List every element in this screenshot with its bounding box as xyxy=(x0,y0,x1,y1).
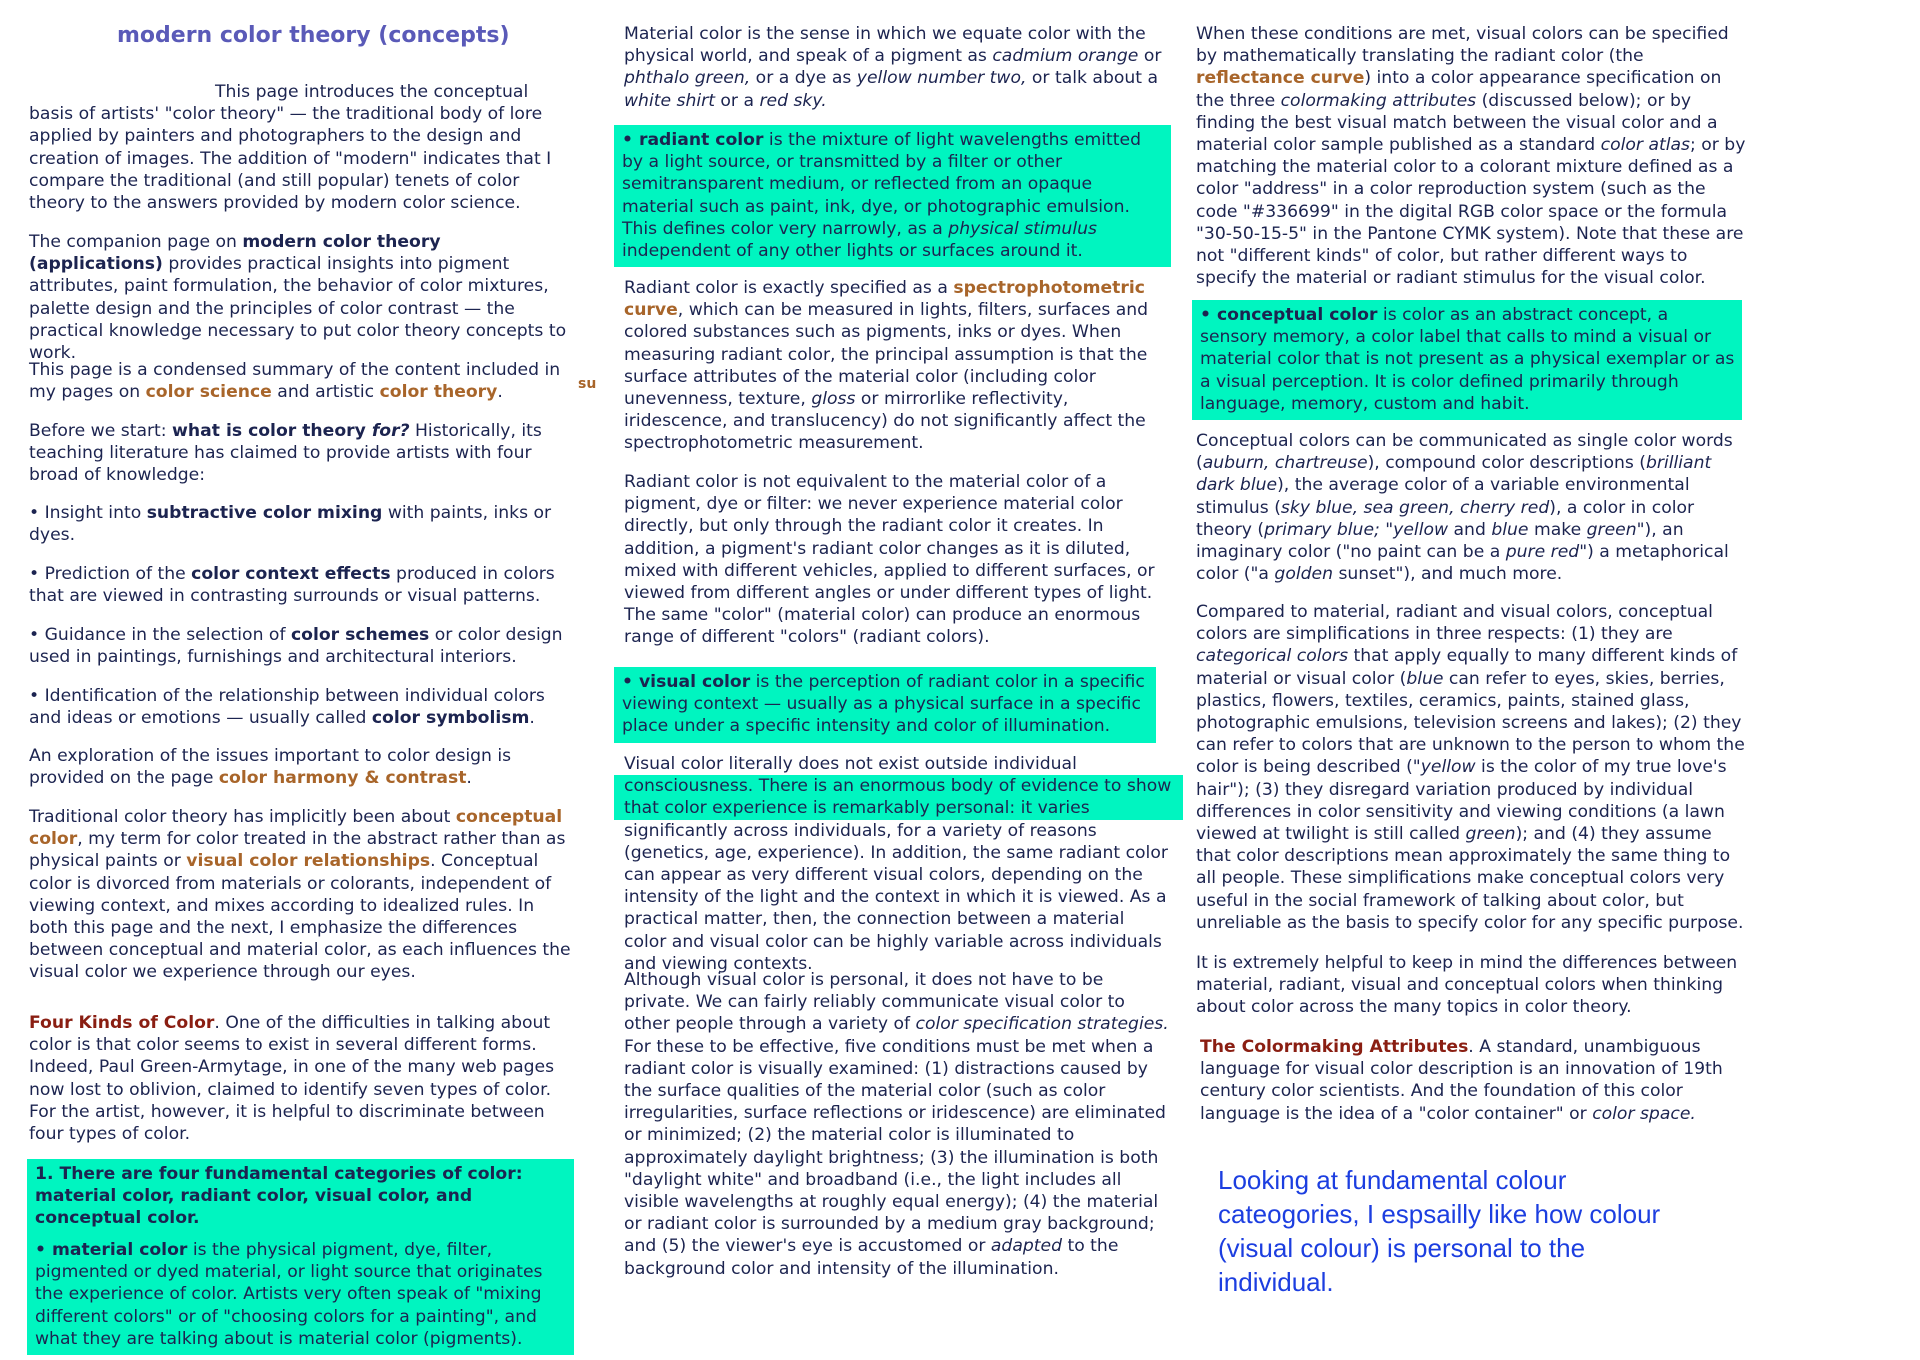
bullet-color-symbolism: • Identification of the relationship between individual colors and ideas or emotions — usually called color symbolism. xyxy=(29,686,545,729)
conceptual-color-term: • conceptual color xyxy=(1200,305,1378,325)
companion-page-title: modern color theory (applications) xyxy=(29,232,441,275)
conceptual-color-box: • conceptual color is color as an abstract concept, a sensory memory, a color label that calls to mind a visual or material color that is not present as a physical exemplar or as a visual perception. It is color defined primarily through language, memory, custom and habit. xyxy=(1192,300,1742,420)
visual-color-paragraph: Visual color literally does not exist outside individual consciousness. There is an enormous body of evidence to show that color experience is remarkably personal: it varies significantly across individuals, for a variety of reasons (genetics, age, experience). In addition, the same radiant color can appear as very different visual colors, depending on the intensity of the light and the context in which it is viewed. As a practical matter, then, the connection between a material color and visual color can be highly variable across individuals and viewing contexts. xyxy=(624,753,1169,975)
visual-color-relationships-link[interactable]: visual color relationships xyxy=(186,851,431,872)
handwritten-style-note: Looking at fundamental colour cateogories, I espsailly like how colour (visual colour) is personal to the individual. xyxy=(1218,1165,1661,1297)
summary-paragraph: This page is a condensed summary of the content included in my pages on color science and artistic color theory. xyxy=(29,360,561,403)
spectrophotometric-paragraph: Radiant color is exactly specified as a spectrophotometric curve, which can be measured in lights, filters, surfaces and colored substances such as pigments, inks or dyes. When measuring radiant color, the principal assumption is that the surface attributes of the material color (including color unevenness, texture, gloss or mirrorlike reflectivity, iridescence, and translucency) do not significantly affect the spectrophotometric measurement. xyxy=(624,278,1149,454)
color-theory-link[interactable]: color theory xyxy=(379,382,498,403)
highlighted-sentence: consciousness. There is an enormous body of evidence to show that color experience is remarkably personal: it varies xyxy=(614,775,1183,819)
intro-paragraph: This page introduces the conceptual basis of artists' "color theory" — the traditional body of lore applied by painters and photographers to the design and creation of images. The addition of "modern" indicates that I compare the traditional (and still popular) tenets of color theory to the answers provided by modern color science. xyxy=(29,82,552,214)
visual-color-term: • visual color xyxy=(622,672,751,692)
private-paragraph: Although visual color is personal, it does not have to be private. We can fairly reliably communicate visual color to other people through a variety of color specification strategies. For these to be effective, five conditions must be met when a radiant color is visually examined: (1) distractions caused by the surface qualities of the material color (such as color irregularities, surface reflections or iridescence) are eliminated or minimized; (2) the material color is illuminated to approximately daylight brightness; (3) the illumination is both "daylight white" and broadband (i.e., the light includes all visible wavelengths at roughly equal energy); (4) the material or radiant color is surrounded by a medium gray background; and (5) the viewer's eye is accustomed or adapted to the background color and intensity of the illumination. xyxy=(624,970,1169,1279)
radiant-color-box: • radiant color is the mixture of light wavelengths emitted by a light source, or transmitted by a filter or other semitransparent medium, or reflected from an opaque material such as paint, ink, dye, or photographic emulsion. This defines color very narrowly, as a physical stimulus independent of any other lights or surfaces around it. xyxy=(614,125,1171,267)
material-color-box: • material color is the physical pigment, dye, filter, pigmented or dyed material, or light source that originates the experience of color. Artists very often speak of "mixing different colors" or of "choosing colors for a painting", and what they are talking about is material color (pigments). xyxy=(27,1235,574,1355)
fundamental-categories-box: 1. There are four fundamental categories of color: material color, radiant color, visual color, and conceptual color. xyxy=(27,1159,574,1235)
radiant-color-term: • radiant color xyxy=(622,130,764,150)
colormaking-attributes-heading: The Colormaking Attributes xyxy=(1200,1037,1469,1057)
bullet-color-schemes: • Guidance in the selection of color schemes or color design used in paintings, furnishings and architectural interiors. xyxy=(29,625,563,668)
companion-paragraph: The companion page on modern color theory (applications) provides practical insights into pigment attributes, paint formulation, the behavior of color mixtures, palette design and the principles of color contrast — the practical knowledge necessary to put color theory concepts to work. xyxy=(29,232,567,364)
four-kinds-paragraph: Four Kinds of Color. One of the difficulties in talking about color is that color seems to exist in several different forms. Indeed, Paul Green-Armytage, in one of the many web pages now lost to oblivion, claimed to identify seven types of color. For the artist, however, it is helpful to discriminate between four types of color. xyxy=(29,1013,555,1145)
reflectance-curve-link[interactable]: reflectance curve xyxy=(1196,68,1365,89)
clipped-text-fragment: su xyxy=(578,376,597,392)
color-harmony-link[interactable]: color harmony & contrast xyxy=(218,768,467,789)
exploration-paragraph: An exploration of the issues important to color design is provided on the page color harmony & contrast. xyxy=(29,746,512,789)
not-equivalent-paragraph: Radiant color is not equivalent to the material color of a pigment, dye or filter: we never experience material color directly, but only through the radiant color it creates. In addition, a pigment's radiant color changes as it is diluted, mixed with different vehicles, applied to different surfaces, or viewed from different angles or under different types of light. The same "color" (material color) can produce an enormous range of different "colors" (radiant colors). xyxy=(624,472,1155,648)
visual-color-box: • visual color is the perception of radiant color in a specific viewing context — usually as a physical surface in a specific place under a specific intensity and color of illumination. xyxy=(614,667,1156,743)
traditional-paragraph: Traditional color theory has implicitly been about conceptual color, my term for color treated in the abstract rather than as physical paints or visual color relationships. Conceptual color is divorced from materials or colorants, independent of viewing context, and mixes according to idealized rules. In both this page and the next, I emphasize the differences between conceptual and material color, as each influences the visual color we experience through our eyes. xyxy=(29,807,571,983)
material-color-term: • material color xyxy=(35,1240,188,1260)
before-paragraph: Before we start: what is color theory for? Historically, its teaching literature has claimed to provide artists with four broad of knowledge: xyxy=(29,421,542,486)
four-kinds-heading: Four Kinds of Color xyxy=(29,1013,215,1033)
conceptual-color-link[interactable]: conceptual color xyxy=(29,807,563,850)
spectrophotometric-curve-link[interactable]: spectrophotometric curve xyxy=(624,278,1145,321)
material-color-paragraph: Material color is the sense in which we equate color with the physical world, and speak of a pigment as cadmium orange or phthalo green, or a dye as yellow number two, or talk about a white shirt or a red sky. xyxy=(624,24,1162,111)
page-title: modern color theory (concepts) xyxy=(117,23,510,48)
color-words-paragraph: Conceptual colors can be communicated as single color words (auburn, chartreuse), compound color descriptions (brilliant dark blue), the average color of a variable environmental stimulus (sky blue, sea green, cherry red), a color in color theory (primary blue; "yellow and blue make green"), an imaginary color ("no paint can be a pure red") a metaphorical color ("a golden sunset"), and much more. xyxy=(1196,431,1733,585)
helpful-paragraph: It is extremely helpful to keep in mind the differences between material, radiant, visual and conceptual colors when thinking about color across the many topics in color theory. xyxy=(1196,953,1738,1018)
compared-paragraph: Compared to material, radiant and visual colors, conceptual colors are simplifications in three respects: (1) they are categorical colors that apply equally to many different kinds of material or visual color (blue can refer to eyes, skies, berries, plastics, flowers, textiles, ceramics, paints, stained glass, photographic emulsions, television screens and lakes); (2) they can refer to colors that are unknown to the person to whom the color is being described ("yellow is the color of my true love's hair"); (3) they disregard variation produced by individual differences in color sensitivity and viewing conditions (a lawn viewed at twilight is still called green); and (4) they assume that color descriptions mean approximately the same thing to all people. These simplifications make conceptual colors very useful in the social framework of talking about color, but unreliable as the basis to specify color for any specific purpose. xyxy=(1196,602,1745,933)
colormaking-attributes-paragraph: The Colormaking Attributes. A standard, unambiguous language for visual color description is an innovation of 19th century color scientists. And the foundation of this color language is the idea of a "color container" or color space. xyxy=(1200,1037,1723,1124)
conditions-paragraph: When these conditions are met, visual colors can be specified by mathematically translating the radiant color (the reflectance curve) into a color appearance specification on the three colormaking attributes (discussed below); or by finding the best visual match between the visual color and a material color sample published as a standard color atlas; or by matching the material color to a colorant mixture defined as a color "address" in a color reproduction system (such as the code "#336699" in the digital RGB color space or the formula "30-50-15-5" in the Pantone CYMK system). Note that these are not "different kinds" of color, but rather different ways to specify the material or radiant stimulus for the visual color. xyxy=(1196,24,1746,289)
color-science-link[interactable]: color science xyxy=(145,382,272,403)
bullet-subtractive-mixing: • Insight into subtractive color mixing with paints, inks or dyes. xyxy=(29,503,552,546)
bullet-context-effects: • Prediction of the color context effects produced in colors that are viewed in contrasting surrounds or visual patterns. xyxy=(29,564,555,607)
